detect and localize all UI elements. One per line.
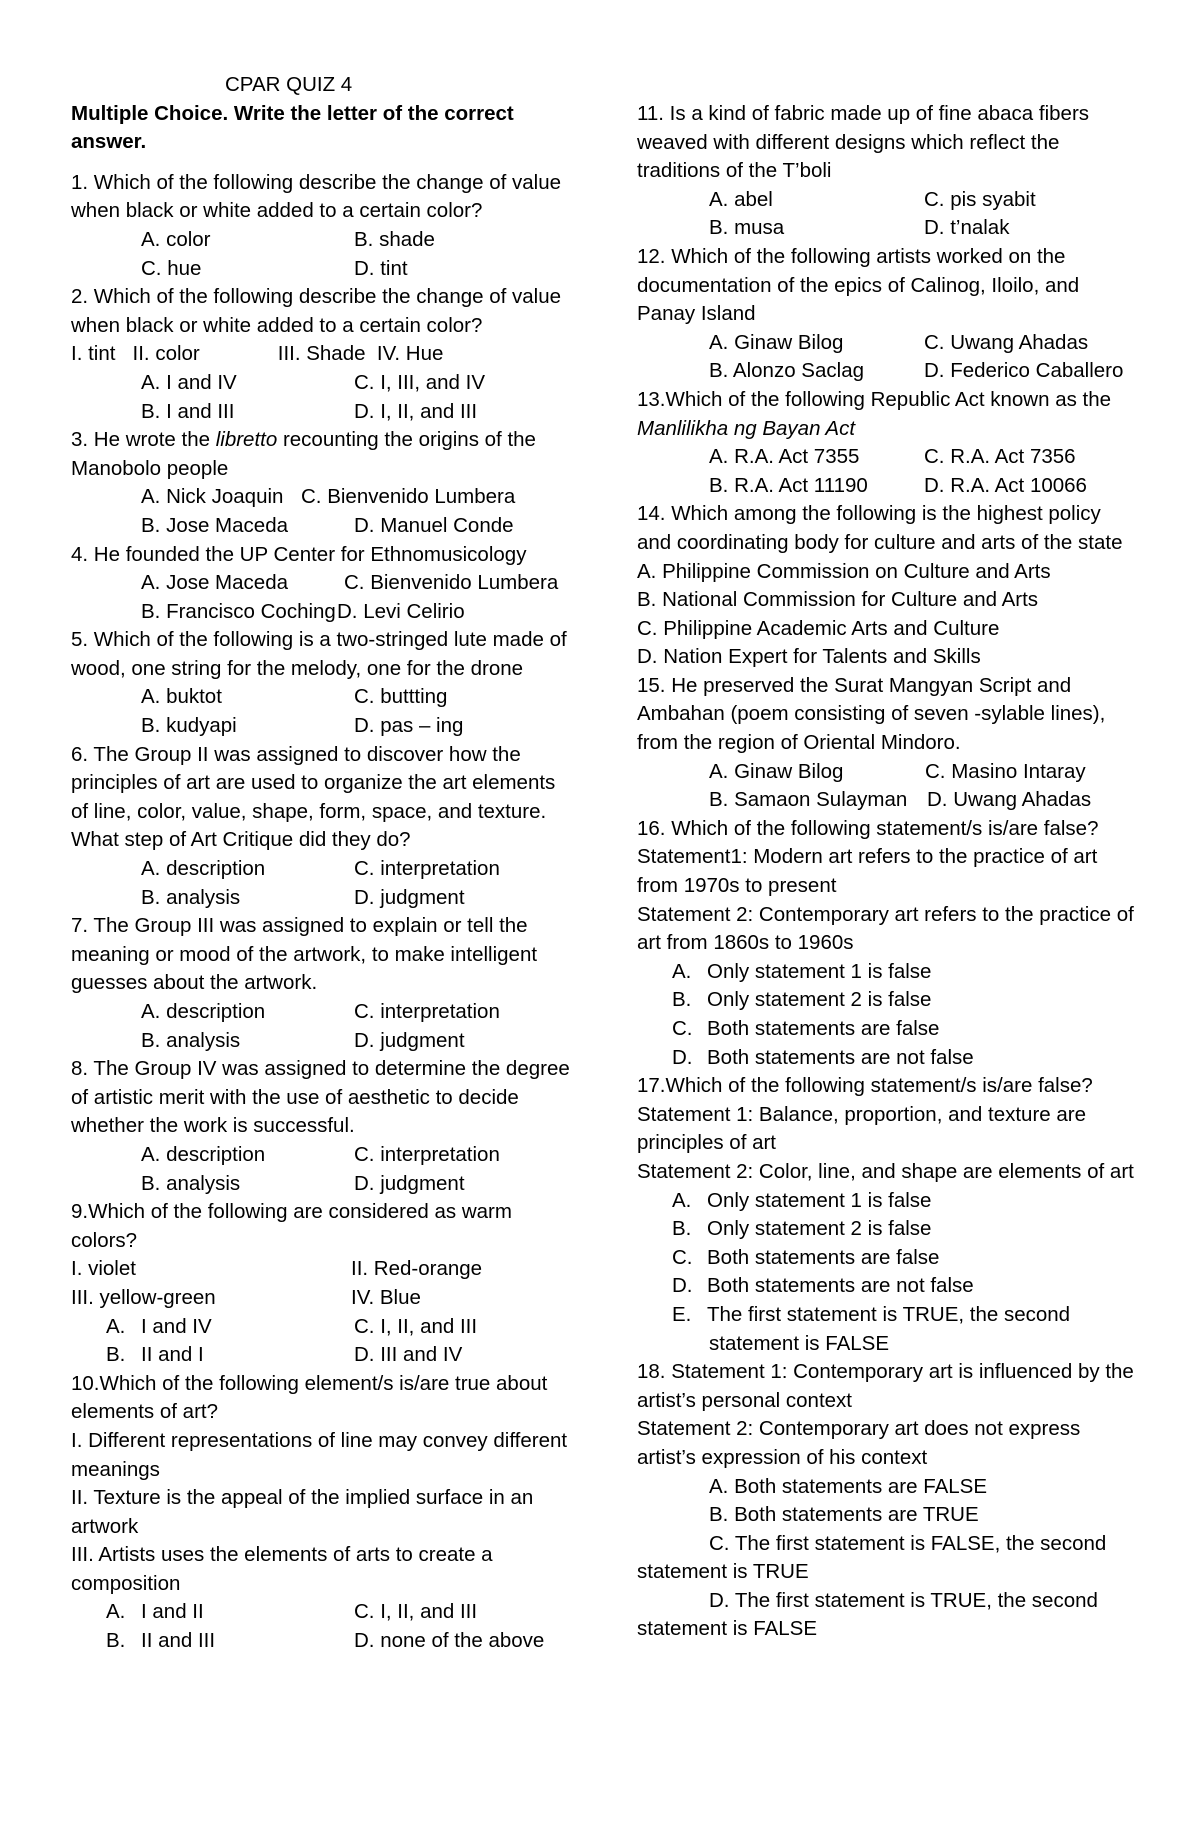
option: A. description <box>141 1142 266 1166</box>
statement-item: III. Artists uses the elements of arts to create a composition <box>71 1543 493 1595</box>
roman-item: III. yellow-green <box>71 1285 216 1309</box>
question-14: 14. Which among the following is the highest policy and coordinating body for culture and arts of the state <box>637 502 1123 554</box>
option-row <box>71 998 576 1027</box>
option: B. I and III <box>141 399 235 423</box>
option: C. I, III, and IV <box>354 370 486 394</box>
option-row <box>637 186 1137 215</box>
option: D. judgment <box>354 885 465 909</box>
option: Both statements are not false <box>707 1045 974 1069</box>
option: A. buktot <box>141 685 222 709</box>
question-12: 12. Which of the following artists worked on the documentation of the epics of Calinog, Iloilo, and Panay Island <box>637 244 1080 326</box>
option-continuation: statement is TRUE <box>637 1560 809 1584</box>
option: C. hue <box>141 256 202 280</box>
option: D. judgment <box>354 1028 465 1052</box>
option: B. Jose Maceda <box>141 513 288 537</box>
option: B. analysis <box>141 1171 241 1195</box>
roman-list <box>71 340 576 369</box>
option-row <box>637 357 1137 386</box>
option: Both statements are false <box>707 1017 940 1040</box>
option-row <box>637 1044 1137 1073</box>
question-8: 8. The Group IV was assigned to determine the degree of artistic merit with the use of aesthetic to decide whether the work is successful. <box>71 1057 570 1138</box>
option: D. Manuel Conde <box>354 513 514 537</box>
option: A. description <box>141 1000 266 1023</box>
option: A. Ginaw Bilog <box>709 759 844 783</box>
question-text: 3. He wrote the <box>71 428 216 452</box>
option: C. I, II, and III <box>354 1600 478 1624</box>
option-row <box>637 1244 1137 1273</box>
option: B. Alonzo Saclag <box>709 359 864 383</box>
statement: Statement 2: Contemporary art does not express artist’s expression of his context <box>637 1417 1081 1469</box>
option: Only statement 2 is false <box>707 988 932 1012</box>
option-row <box>637 786 1137 815</box>
option: C. Uwang Ahadas <box>924 330 1089 354</box>
option-row <box>71 569 576 598</box>
statement: Statement 1: Balance, proportion, and texture are principles of art <box>637 1102 1086 1155</box>
option: D. Levi Celirio <box>337 599 465 623</box>
question-7: 7. The Group III was assigned to explain or tell the meaning or mood of the artwork, to make intelligent guesses about the artwork. <box>71 914 538 995</box>
option: D. I, II, and III <box>354 399 478 423</box>
option: I and II <box>141 1600 204 1624</box>
option-row <box>71 369 576 398</box>
option-row <box>71 884 576 913</box>
option: D. pas – ing <box>354 714 464 738</box>
left-column <box>71 71 576 1656</box>
option-letter: D. <box>672 1274 693 1298</box>
option-row <box>71 1141 576 1170</box>
option-row <box>71 1313 576 1342</box>
option-row <box>637 1301 1137 1330</box>
question-18: 18. Statement 1: Contemporary art is influenced by the artist’s personal context <box>637 1360 1134 1412</box>
roman-row <box>71 1255 576 1284</box>
option: C. interpretation <box>354 1142 500 1166</box>
option-row <box>71 1598 576 1627</box>
question-11: 11. Is a kind of fabric made up of fine abaca fibers weaved with different designs which reflect the traditions of the T’boli <box>637 102 1090 183</box>
roman-item: II. Red-orange <box>351 1257 483 1281</box>
option: C. The first statement is FALSE, the second <box>709 1531 1107 1555</box>
question-text: recounting the origins of the Manobolo people <box>71 428 536 480</box>
option: D. none of the above <box>354 1629 545 1653</box>
instructions: Multiple Choice. Write the letter of the correct answer. <box>71 101 514 154</box>
option: B. R.A. Act 11190 <box>709 473 868 497</box>
option-row <box>71 712 576 741</box>
statement: Statement 2: Color, line, and shape are elements of art <box>637 1159 1134 1183</box>
option: C. pis syabit <box>924 187 1036 211</box>
option: D. Uwang Ahadas <box>927 788 1092 812</box>
option-letter: B. <box>672 1217 692 1241</box>
option-row <box>71 683 576 712</box>
roman-item: I. violet <box>71 1257 136 1281</box>
option: B. analysis <box>141 1028 241 1052</box>
option: B. shade <box>354 227 435 251</box>
option-row <box>637 472 1137 501</box>
option-row <box>637 758 1137 787</box>
question-10: 10.Which of the following element/s is/are true about elements of art? <box>71 1371 548 1424</box>
option: D. The first statement is TRUE, the second <box>709 1588 1098 1612</box>
option: A. Nick Joaquin <box>141 485 284 509</box>
option-row <box>71 398 576 427</box>
roman-row <box>71 1284 576 1313</box>
roman-item: IV. Blue <box>351 1285 421 1309</box>
option-letter: A. <box>106 1600 126 1624</box>
option: A. abel <box>709 187 773 211</box>
question-text: 13.Which of the following Republic Act known as the <box>637 387 1112 411</box>
option: C. interpretation <box>354 1000 500 1023</box>
option: A. description <box>141 857 266 881</box>
option: B. Both statements are TRUE <box>709 1503 979 1527</box>
option-row <box>71 226 576 255</box>
statement-item: II. Texture is the appeal of the implied surface in an artwork <box>71 1486 534 1538</box>
option: A. Philippine Commission on Culture and Arts <box>637 559 1051 583</box>
question-16: 16. Which of the following statement/s is/are false? <box>637 816 1099 840</box>
option-row <box>71 512 576 541</box>
statement: Statement 2: Contemporary art refers to the practice of art from 1860s to 1960s <box>637 902 1134 955</box>
option: C. buttting <box>354 685 448 709</box>
option: D. t’nalak <box>924 216 1010 240</box>
option: Both statements are not false <box>707 1274 974 1298</box>
option-row <box>637 443 1137 472</box>
option-row <box>637 986 1137 1015</box>
right-column <box>637 100 1137 1644</box>
option-row <box>71 1627 576 1656</box>
option-letter: A. <box>672 959 692 983</box>
roman-item: I. tint <box>71 342 116 366</box>
option: A. R.A. Act 7355 <box>709 445 860 469</box>
option-row <box>71 1341 576 1370</box>
option: C. R.A. Act 7356 <box>924 445 1076 469</box>
option: I and IV <box>141 1314 212 1338</box>
option: D. tint <box>354 256 408 280</box>
option-row <box>71 1170 576 1199</box>
option: A. I and IV <box>141 370 237 394</box>
question-5: 5. Which of the following is a two-stringed lute made of wood, one string for the melody, one for the drone <box>71 628 567 680</box>
option: D. III and IV <box>354 1343 463 1367</box>
option-row <box>71 483 576 512</box>
option-row <box>637 329 1137 358</box>
option: Only statement 1 is false <box>707 1188 932 1212</box>
option: C. interpretation <box>354 857 500 881</box>
option-continuation: statement is FALSE <box>709 1331 890 1355</box>
option: C. Bienvenido Lumbera <box>301 485 516 509</box>
option: A. Jose Maceda <box>141 571 288 595</box>
option-row <box>637 214 1137 243</box>
option-letter: A. <box>672 1188 692 1212</box>
option: C. Bienvenido Lumbera <box>344 571 559 595</box>
question-1: 1. Which of the following describe the change of value when black or white added to a certain color? <box>71 170 562 223</box>
option-letter: A. <box>106 1314 126 1338</box>
option-row <box>637 1187 1137 1216</box>
option: A. color <box>141 227 211 251</box>
option: II and III <box>141 1629 216 1653</box>
option-row <box>71 255 576 284</box>
option: The first statement is TRUE, the second <box>707 1302 1071 1326</box>
option: C. Philippine Academic Arts and Culture <box>637 616 1000 640</box>
option: B. Francisco Coching <box>141 599 336 623</box>
option: Only statement 2 is false <box>707 1217 932 1241</box>
page-title: CPAR QUIZ 4 <box>225 73 353 96</box>
option-continuation: statement is FALSE <box>637 1617 818 1641</box>
option: A. Ginaw Bilog <box>709 330 844 354</box>
option-letter: C. <box>672 1245 693 1269</box>
option-letter: B. <box>106 1629 126 1653</box>
option-letter: B. <box>672 988 692 1012</box>
statement-item: I. Different representations of line may convey different meanings <box>71 1428 568 1481</box>
option: D. R.A. Act 10066 <box>924 473 1087 497</box>
roman-item: II. color <box>132 342 200 366</box>
question-2: 2. Which of the following describe the change of value when black or white added to a certain color? <box>71 285 562 337</box>
option-row <box>71 1027 576 1056</box>
option: D. Nation Expert for Talents and Skills <box>637 645 981 669</box>
option-row <box>71 855 576 884</box>
roman-item: IV. Hue <box>376 342 444 366</box>
option-row <box>637 1015 1137 1044</box>
question-15: 15. He preserved the Surat Mangyan Script and Ambahan (poem consisting of seven -sylable lines), from the region of Oriental Mindoro. <box>637 673 1106 755</box>
option-row <box>637 1215 1137 1244</box>
option: D. Federico Caballero <box>924 359 1124 383</box>
option-letter: C. <box>672 1017 693 1040</box>
option: Both statements are false <box>707 1245 940 1269</box>
option: B. Samaon Sulayman <box>709 788 908 812</box>
option-letter: B. <box>106 1343 126 1367</box>
option: B. kudyapi <box>141 714 237 738</box>
option: C. Masino Intaray <box>925 759 1086 783</box>
question-4: 4. He founded the UP Center for Ethnomusicology <box>71 542 527 566</box>
italic-term: Manlilikha ng Bayan Act <box>637 416 856 440</box>
question-13 <box>637 386 1137 443</box>
question-3 <box>71 426 576 483</box>
roman-item: III. Shade <box>277 342 366 366</box>
option-row <box>637 1272 1137 1301</box>
statement: Statement1: Modern art refers to the practice of art from 1970s to present <box>637 845 1098 898</box>
option-letter: D. <box>672 1045 693 1069</box>
option: B. National Commission for Culture and Arts <box>637 588 1039 612</box>
option: C. I, II, and III <box>354 1314 478 1338</box>
option: B. musa <box>709 216 785 240</box>
option: II and I <box>141 1343 204 1367</box>
question-17: 17.Which of the following statement/s is/are false? <box>637 1074 1093 1098</box>
option-letter: E. <box>672 1302 692 1326</box>
question-6: 6. The Group II was assigned to discover how the principles of art are used to organize the art elements of line, color, value, shape, form, space, and texture. What step of Art Critique did they do? <box>71 742 556 852</box>
italic-term: libretto <box>215 428 278 452</box>
option-row <box>637 958 1137 987</box>
option-row <box>71 598 576 627</box>
question-9: 9.Which of the following are considered as warm colors? <box>71 1200 512 1252</box>
option: A. Both statements are FALSE <box>709 1474 988 1498</box>
option: D. judgment <box>354 1171 465 1195</box>
option: B. analysis <box>141 885 241 909</box>
option: Only statement 1 is false <box>707 959 932 983</box>
